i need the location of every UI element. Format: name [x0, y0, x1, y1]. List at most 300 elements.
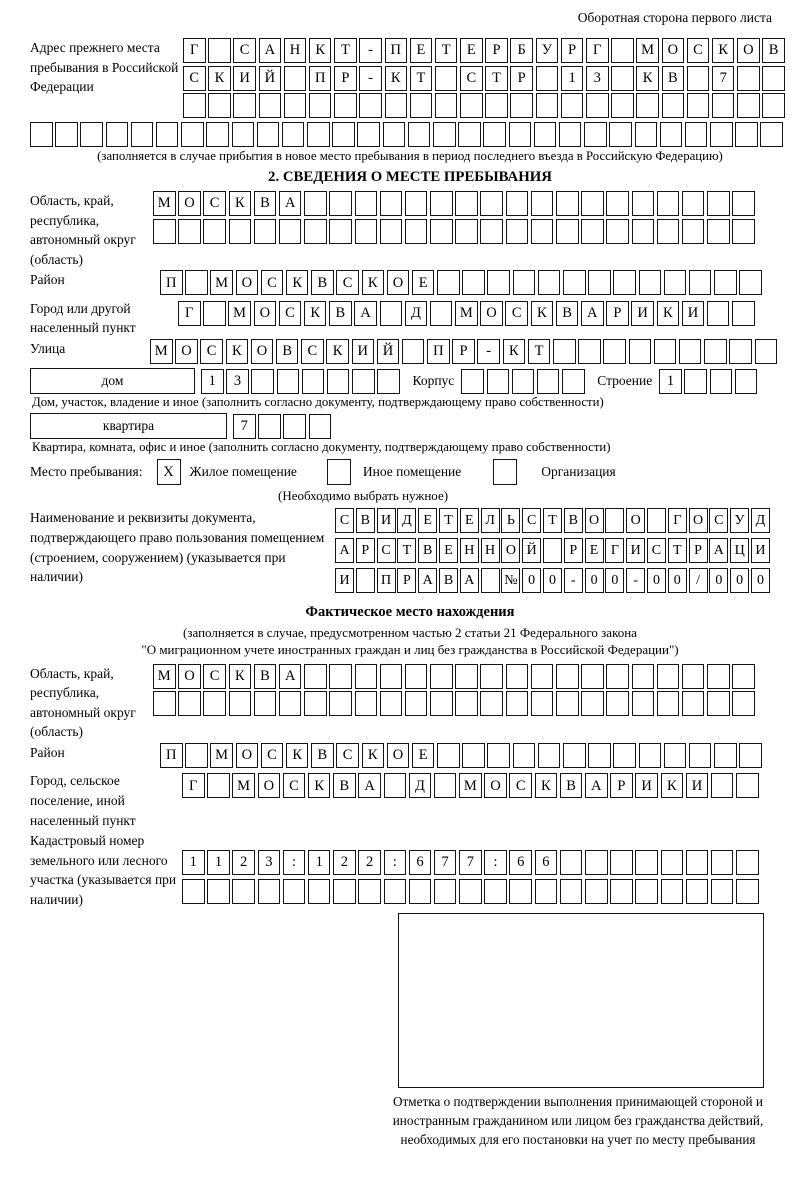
char-box [233, 93, 256, 118]
header-note: Оборотная сторона первого листа [577, 10, 772, 25]
char-box [536, 66, 559, 91]
char-box: А [335, 538, 354, 563]
char-box [352, 369, 375, 394]
char-grid-row [153, 219, 758, 244]
char-box [513, 270, 536, 295]
char-box [430, 301, 453, 326]
char-box: П [160, 743, 183, 768]
char-box [606, 691, 629, 716]
choose-note: (Необходимо выбрать нужное) [278, 488, 449, 504]
char-box [458, 122, 481, 147]
char-box [510, 93, 533, 118]
char-box: Е [418, 508, 437, 533]
char-box: 0 [605, 568, 624, 593]
char-box [635, 850, 658, 875]
char-box [682, 664, 705, 689]
char-box [455, 191, 478, 216]
char-box [462, 743, 485, 768]
char-box [506, 219, 529, 244]
char-box [585, 850, 608, 875]
char-box [384, 773, 407, 798]
char-box: 6 [509, 850, 532, 875]
char-grid-row [150, 339, 780, 364]
char-grid-row [153, 664, 758, 689]
char-box: И [686, 773, 709, 798]
char-box: И [335, 568, 354, 593]
char-box: М [210, 743, 233, 768]
char-box [203, 219, 226, 244]
char-box [512, 369, 535, 394]
char-box [485, 93, 508, 118]
char-box: 0 [730, 568, 749, 593]
char-box [383, 122, 406, 147]
char-box: С [460, 66, 483, 91]
char-box: О [689, 508, 708, 533]
char-box [254, 219, 277, 244]
char-box [185, 270, 208, 295]
char-box [506, 691, 529, 716]
char-box [304, 191, 327, 216]
char-box [509, 879, 532, 904]
char-box [647, 508, 666, 533]
char-box [185, 743, 208, 768]
char-box: Ь [501, 508, 520, 533]
char-box [736, 773, 759, 798]
stay-region-grid [153, 191, 758, 269]
char-box: № [501, 568, 520, 593]
char-box [662, 93, 685, 118]
char-box: П [385, 38, 408, 63]
char-box [308, 879, 331, 904]
char-box: - [359, 66, 382, 91]
char-box: В [276, 339, 299, 364]
char-box [679, 339, 702, 364]
char-box [131, 122, 154, 147]
char-grid-row [335, 568, 772, 593]
char-box: О [662, 38, 685, 63]
char-box [611, 93, 634, 118]
char-box: К [326, 339, 349, 364]
char-box [405, 691, 428, 716]
char-box [455, 219, 478, 244]
actual-location-title: Фактическое место нахождения [305, 603, 515, 620]
cadastral-label: Кадастровый номер земельного или лесного участка (указывается при наличии) [30, 833, 177, 907]
char-box: С [336, 270, 359, 295]
char-box [433, 122, 456, 147]
char-box [279, 691, 302, 716]
char-box [739, 743, 762, 768]
char-box [737, 66, 760, 91]
char-box: Й [377, 339, 400, 364]
char-box: О [236, 270, 259, 295]
char-box [714, 743, 737, 768]
char-box: Д [409, 773, 432, 798]
char-box: 7 [233, 414, 256, 439]
actual-region-label: Область, край, республика, автономный округ (область) [30, 665, 136, 740]
char-grid-row [659, 369, 760, 394]
char-box: О [501, 538, 520, 563]
char-box: 0 [543, 568, 562, 593]
char-box: : [384, 850, 407, 875]
char-box [434, 879, 457, 904]
char-box [536, 93, 559, 118]
char-box [610, 850, 633, 875]
char-box: О [387, 270, 410, 295]
char-box [584, 122, 607, 147]
char-box [358, 879, 381, 904]
char-box: С [522, 508, 541, 533]
char-box [581, 691, 604, 716]
char-box: К [286, 270, 309, 295]
char-box: 0 [668, 568, 687, 593]
char-box [687, 66, 710, 91]
char-box: П [377, 568, 396, 593]
char-grid-row [178, 301, 757, 326]
char-box [736, 879, 759, 904]
char-box: Н [481, 538, 500, 563]
char-box: М [636, 38, 659, 63]
option-label-other-premises: Иное помещение [362, 464, 462, 480]
house-caption: Дом, участок, владение и иное (заполнить согласно документу, подтверждающему право собственности) [32, 395, 604, 410]
char-box [588, 743, 611, 768]
char-box: Р [610, 773, 633, 798]
char-box [537, 369, 560, 394]
char-box [586, 93, 609, 118]
char-box [284, 66, 307, 91]
stay-district-field [30, 270, 790, 298]
char-box: 3 [226, 369, 249, 394]
char-box [435, 93, 458, 118]
char-box: К [385, 66, 408, 91]
char-box [657, 191, 680, 216]
char-box [332, 122, 355, 147]
stay-region-field [30, 191, 790, 269]
char-box [487, 270, 510, 295]
char-box: А [709, 538, 728, 563]
stay-street-label: Улица [30, 340, 66, 356]
char-box: Е [585, 538, 604, 563]
char-box [258, 414, 281, 439]
char-box: 0 [647, 568, 666, 593]
char-box: М [153, 191, 176, 216]
char-box [405, 219, 428, 244]
char-box: М [459, 773, 482, 798]
char-box: С [261, 743, 284, 768]
char-box: 1 [201, 369, 224, 394]
char-box: Р [561, 38, 584, 63]
char-box: С [687, 38, 710, 63]
char-box: В [311, 270, 334, 295]
char-box: О [254, 301, 277, 326]
char-box [455, 691, 478, 716]
char-box [329, 664, 352, 689]
char-box [380, 664, 403, 689]
char-box: О [737, 38, 760, 63]
char-box: 6 [535, 850, 558, 875]
char-box [707, 191, 730, 216]
char-box: О [175, 339, 198, 364]
char-box: А [354, 301, 377, 326]
char-box [377, 369, 400, 394]
char-box: Г [668, 508, 687, 533]
char-box: А [358, 773, 381, 798]
char-box: 3 [586, 66, 609, 91]
char-box: 7 [434, 850, 457, 875]
char-box [385, 93, 408, 118]
prev-address-note: (заполняется в случае прибытия в новое место пребывания в период последнего въезда в Российскую Федерацию) [97, 149, 723, 163]
prev-address-label: Адрес прежнего места пребывания в Российской Федерации [30, 40, 179, 95]
char-box: В [333, 773, 356, 798]
char-grid-row [160, 743, 765, 768]
char-box: С [203, 191, 226, 216]
char-box [556, 219, 579, 244]
char-box [304, 691, 327, 716]
char-box [207, 879, 230, 904]
char-box: В [254, 664, 277, 689]
char-box [707, 301, 730, 326]
char-box [610, 879, 633, 904]
char-box [430, 191, 453, 216]
char-box: : [484, 850, 507, 875]
char-box [183, 93, 206, 118]
char-box [560, 879, 583, 904]
char-box [480, 691, 503, 716]
char-box [606, 219, 629, 244]
char-box: - [564, 568, 583, 593]
char-box [481, 568, 500, 593]
char-box [635, 122, 658, 147]
char-box: О [236, 743, 259, 768]
char-box [762, 93, 785, 118]
char-box: О [484, 773, 507, 798]
char-box [531, 191, 554, 216]
char-box [684, 369, 707, 394]
char-box [355, 219, 378, 244]
char-box [430, 691, 453, 716]
char-box [632, 691, 655, 716]
char-box: С [647, 538, 666, 563]
char-box [430, 664, 453, 689]
char-box: О [480, 301, 503, 326]
char-box: К [208, 66, 231, 91]
char-box [556, 191, 579, 216]
section-stay-title: 2. СВЕДЕНИЯ О МЕСТЕ ПРЕБЫВАНИЯ [268, 169, 552, 185]
char-box: И [626, 538, 645, 563]
char-box [329, 219, 352, 244]
char-box [408, 122, 431, 147]
char-grid-row [335, 538, 772, 563]
char-box [359, 93, 382, 118]
char-box: Р [452, 339, 475, 364]
char-box [613, 743, 636, 768]
char-grid-row [183, 66, 788, 91]
char-box: 7 [459, 850, 482, 875]
char-grid-row [461, 369, 587, 394]
char-box [560, 850, 583, 875]
char-box [460, 93, 483, 118]
char-box: А [460, 568, 479, 593]
char-box: К [535, 773, 558, 798]
char-box: / [689, 568, 708, 593]
char-box [682, 191, 705, 216]
char-box: И [377, 508, 396, 533]
char-box: М [153, 664, 176, 689]
char-box [603, 339, 626, 364]
char-box: С [261, 270, 284, 295]
char-box: Г [605, 538, 624, 563]
char-box [461, 369, 484, 394]
char-box: В [329, 301, 352, 326]
char-box: А [585, 773, 608, 798]
char-box [760, 122, 783, 147]
char-box [156, 122, 179, 147]
char-box: Т [668, 538, 687, 563]
char-grid-row [153, 691, 758, 716]
char-box: Б [510, 38, 533, 63]
house-type-box: дом [30, 368, 195, 394]
char-box: Г [586, 38, 609, 63]
checkbox-organization [493, 459, 517, 485]
char-box [639, 743, 662, 768]
char-box [632, 664, 655, 689]
char-box: Е [439, 538, 458, 563]
char-box [309, 414, 332, 439]
char-box: К [229, 191, 252, 216]
char-box: В [564, 508, 583, 533]
char-box: 1 [308, 850, 331, 875]
char-box [682, 691, 705, 716]
char-box: Р [397, 568, 416, 593]
char-box: К [362, 270, 385, 295]
char-box: В [418, 538, 437, 563]
document-field [30, 508, 790, 596]
cadastral-grid [182, 850, 761, 909]
char-box [178, 219, 201, 244]
char-box [437, 743, 460, 768]
char-box [484, 879, 507, 904]
char-box [632, 219, 655, 244]
char-box: Н [284, 38, 307, 63]
stroenie-label: Строение [597, 373, 653, 389]
char-grid-row [183, 38, 788, 63]
apartment-type-box: квартира [30, 413, 227, 439]
char-box: Р [334, 66, 357, 91]
char-box [755, 339, 778, 364]
char-box [355, 664, 378, 689]
char-box: - [359, 38, 382, 63]
char-box [357, 122, 380, 147]
char-box [613, 270, 636, 295]
korpus-label: Корпус [412, 373, 455, 389]
char-box [208, 38, 231, 63]
char-box: Р [485, 38, 508, 63]
char-grid-row [160, 270, 765, 295]
char-box [283, 879, 306, 904]
char-box [410, 93, 433, 118]
char-box [710, 122, 733, 147]
char-box [704, 339, 727, 364]
char-box [380, 301, 403, 326]
char-box: Г [178, 301, 201, 326]
char-box [581, 191, 604, 216]
checkbox-other-premises [327, 459, 351, 485]
char-box: А [418, 568, 437, 593]
char-box: 1 [659, 369, 682, 394]
stay-region-label: Область, край, республика, автономный округ (область) [30, 193, 136, 267]
char-box [80, 122, 103, 147]
char-box: Е [412, 743, 435, 768]
char-box [254, 691, 277, 716]
char-box: К [657, 301, 680, 326]
char-box [178, 691, 201, 716]
char-box: О [258, 773, 281, 798]
char-box: И [352, 339, 375, 364]
char-box: Т [334, 38, 357, 63]
char-box [513, 743, 536, 768]
char-box: С [509, 773, 532, 798]
char-box [538, 270, 561, 295]
char-box: И [682, 301, 705, 326]
char-box: 1 [207, 850, 230, 875]
char-box: Р [356, 538, 375, 563]
char-box [380, 191, 403, 216]
char-box: С [183, 66, 206, 91]
char-box [55, 122, 78, 147]
char-box [153, 691, 176, 716]
char-box: Т [485, 66, 508, 91]
char-box [611, 38, 634, 63]
char-box [182, 879, 205, 904]
char-box [334, 93, 357, 118]
char-box [405, 664, 428, 689]
char-box: М [232, 773, 255, 798]
char-box: 1 [561, 66, 584, 91]
char-grid-row [201, 369, 403, 394]
stay-street-field [30, 339, 790, 367]
char-box [611, 66, 634, 91]
char-box [30, 122, 53, 147]
char-box: К [636, 66, 659, 91]
char-box [380, 691, 403, 716]
char-box: В [762, 38, 785, 63]
char-box [307, 122, 330, 147]
house-row [30, 368, 790, 394]
char-box [181, 122, 204, 147]
cadastral-field [30, 831, 790, 909]
char-box [682, 219, 705, 244]
char-box [707, 691, 730, 716]
char-box [506, 191, 529, 216]
char-box [327, 369, 350, 394]
char-box [483, 122, 506, 147]
char-box [657, 219, 680, 244]
char-box [581, 219, 604, 244]
char-box: Т [435, 38, 458, 63]
char-box [203, 301, 226, 326]
char-box: К [226, 339, 249, 364]
char-box: 0 [751, 568, 770, 593]
char-box: В [556, 301, 579, 326]
char-box [480, 219, 503, 244]
char-box [578, 339, 601, 364]
char-box [736, 850, 759, 875]
char-box: В [254, 191, 277, 216]
char-box: И [751, 538, 770, 563]
char-box [707, 664, 730, 689]
char-box [735, 122, 758, 147]
char-box: И [233, 66, 256, 91]
char-box [487, 743, 510, 768]
